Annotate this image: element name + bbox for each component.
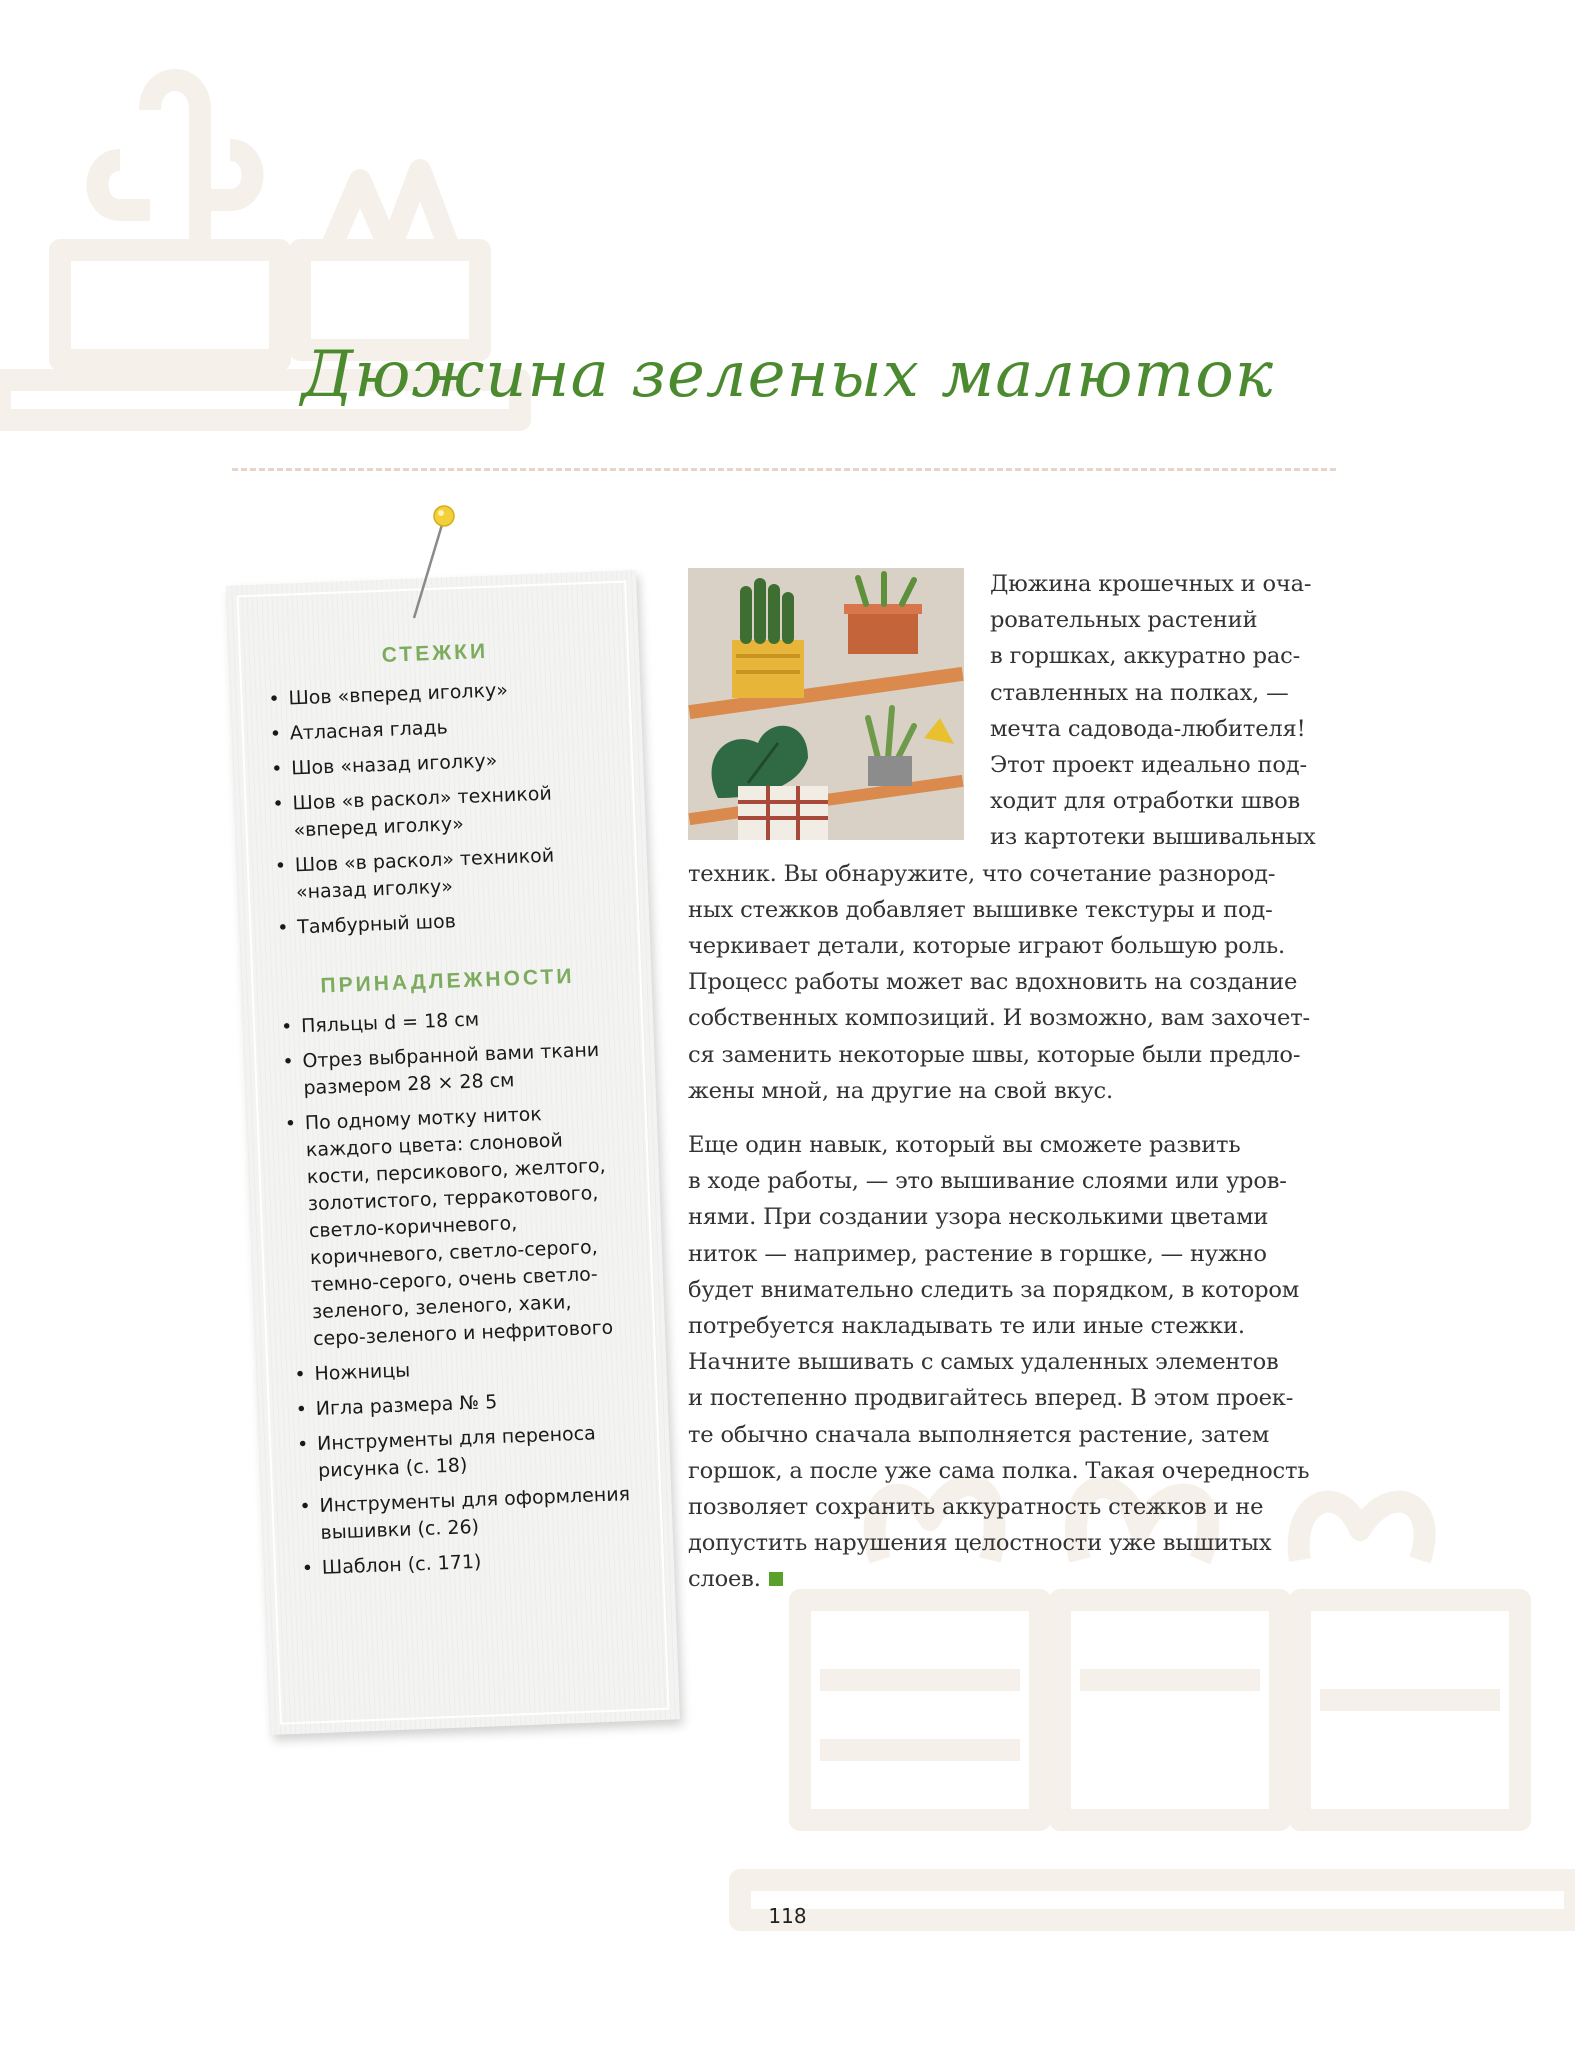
text-line: черкивает детали, которые играют большую роль. bbox=[688, 933, 1285, 960]
text-line: горшок, а после уже сама полка. Такая очередность bbox=[688, 1457, 1310, 1484]
list-item: • Инструменты для оформления вышивки (с. 26) bbox=[299, 1483, 631, 1544]
list-item: • Шов «в раскол» техникой «вперед иголку» bbox=[272, 782, 553, 842]
text-line: допустить нарушения целостности уже вышитых bbox=[688, 1530, 1272, 1557]
article-body bbox=[688, 566, 1336, 1598]
text-line: собственных композиций. И возможно, вам захочет- bbox=[688, 1005, 1310, 1032]
list-item: • Шаблон (с. 171) bbox=[301, 1550, 482, 1580]
text-line: техник. Вы обнаружите, что сочетание разнород- bbox=[688, 860, 1276, 887]
push-pin-icon bbox=[400, 500, 460, 630]
text-line: те обычно сначала выполняется растение, затем bbox=[688, 1421, 1270, 1448]
text-line: мечта садовода-любителя! bbox=[990, 715, 1306, 742]
stitches-heading: СТЕЖКИ bbox=[381, 639, 489, 667]
list-item: • По одному мотку ниток каждого цвета: слоновой кости, персикового, желтого, золотистого, терракотового, светло-коричневого, коричневого, светло-серого, темно-серого, очень светло-зеленого, зеленого, хаки, серо-зеленого и нефритового bbox=[284, 1103, 614, 1351]
text-line: ся заменить некоторые швы, которые были предло- bbox=[688, 1041, 1301, 1068]
text-line: из картотеки вышивальных bbox=[990, 824, 1316, 851]
text-line: Дюжина крошечных и оча- bbox=[990, 571, 1312, 597]
list-item: • Шов «вперед иголку» bbox=[268, 679, 509, 711]
list-item: • Шов «назад иголку» bbox=[270, 749, 498, 781]
text-line: ниток — например, растение в горшке, — нужно bbox=[688, 1240, 1267, 1267]
list-item: • Ножницы bbox=[294, 1359, 411, 1386]
text-line-last: слоев. bbox=[688, 1561, 1336, 1597]
list-item: • Инструменты для переноса рисунка (с. 18) bbox=[296, 1422, 597, 1482]
text-line: ровательных растений bbox=[990, 607, 1258, 634]
text-line: в ходе работы, — это вышивание слоями или уров- bbox=[688, 1168, 1287, 1195]
text-line: Еще один навык, который вы сможете развить bbox=[688, 1132, 1241, 1159]
page-title: Дюжина зеленых малюток bbox=[301, 338, 1274, 412]
paragraph-1 bbox=[688, 566, 1336, 1109]
list-item: • Тамбурный шов bbox=[276, 910, 457, 940]
list-item: • Игла размера № 5 bbox=[295, 1391, 498, 1421]
text-line: ных стежков добавляет вышивке текстуры и под- bbox=[688, 896, 1273, 923]
text-line: в горшках, аккуратно рас- bbox=[990, 643, 1301, 670]
text-line: нями. При создании узора несколькими цветами bbox=[688, 1204, 1269, 1231]
text-line: ходит для отработки швов bbox=[990, 788, 1301, 815]
list-item: • Пяльцы d = 18 см bbox=[280, 1008, 480, 1039]
stitches-list bbox=[266, 673, 616, 942]
text-line: и постепенно продвигайтесь вперед. В этом проек- bbox=[688, 1385, 1294, 1412]
text-line: будет внимательно следить за порядком, в котором bbox=[688, 1276, 1300, 1303]
supplies-heading: ПРИНАДЛЕЖНОСТИ bbox=[320, 964, 575, 998]
page-number: 118 bbox=[768, 1904, 807, 1928]
list-item: • Атласная гладь bbox=[269, 716, 449, 746]
text-line: Этот проект идеально под- bbox=[990, 752, 1307, 779]
text-line: Процесс работы может вас вдохновить на создание bbox=[688, 969, 1298, 996]
list-item: • Шов «в раскол» техникой «назад иголку» bbox=[274, 844, 555, 904]
supplies-card bbox=[226, 570, 680, 1735]
text-line: жены мной, на другие на свой вкус. bbox=[688, 1077, 1113, 1104]
text-line: потребуется накладывать те или иные стежки. bbox=[688, 1313, 1245, 1340]
text-line: Начните вышивать с самых удаленных элементов bbox=[688, 1349, 1279, 1376]
end-of-article-mark bbox=[769, 1572, 783, 1586]
text-line: позволяет сохранить аккуратность стежков и не bbox=[688, 1494, 1264, 1521]
text-line: ставленных на полках, — bbox=[990, 679, 1289, 706]
title-divider bbox=[232, 468, 1336, 471]
list-item: • Отрез выбранной вами ткани размером 28 × 28 см bbox=[282, 1038, 600, 1100]
paragraph-2 bbox=[688, 1127, 1336, 1598]
supplies-list bbox=[279, 1001, 641, 1583]
